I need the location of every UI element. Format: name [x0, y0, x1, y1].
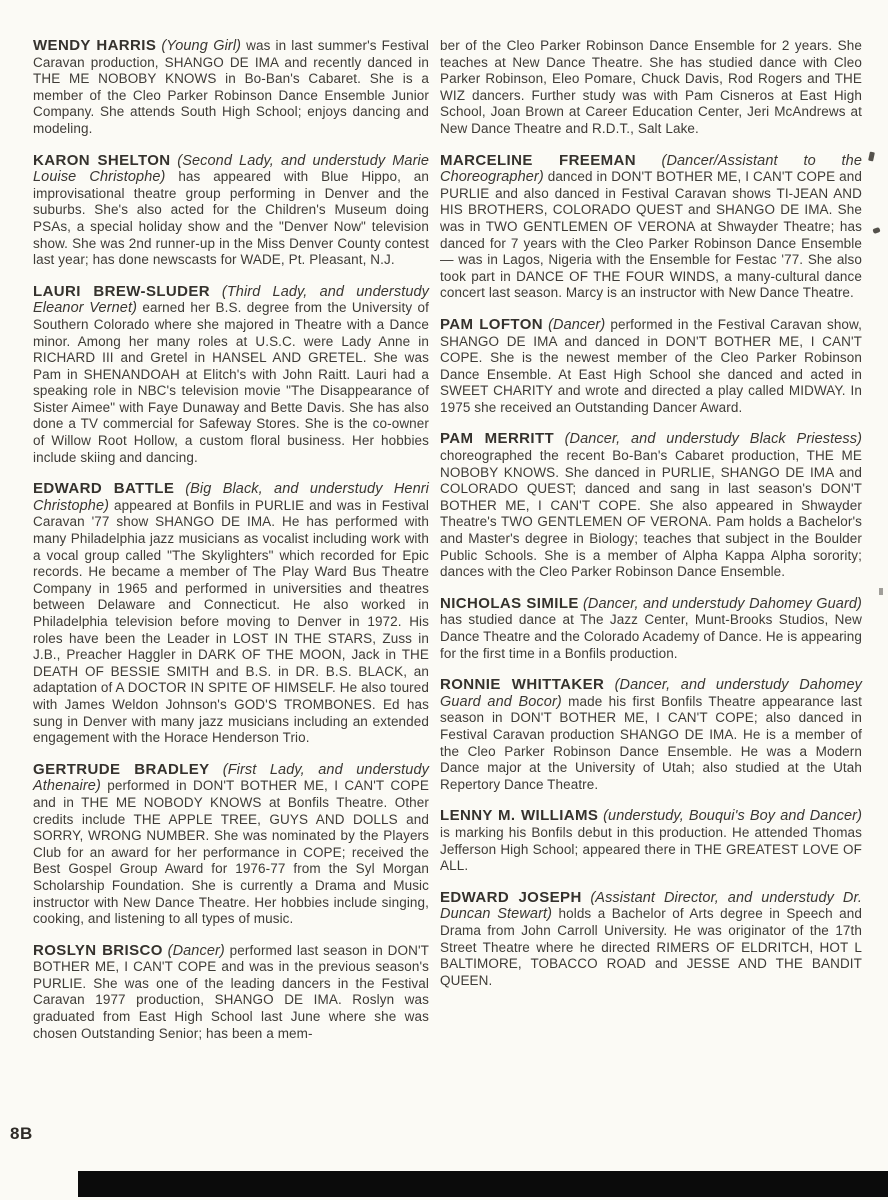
bio-name: RONNIE WHITTAKER — [440, 676, 605, 694]
bio-entry — [33, 153, 429, 269]
bio-body: was in last summer's Festival Caravan production, SHANGO DE IMA and recently danced in THE ME NOBOBY KNOWS in Bo-Ban's Cabaret. She is a member of the Cleo Parker Robinson Dance Ensemble Junior Company. She attends South High School; enjoys dancing and modeling. — [33, 38, 429, 136]
bio-role: (Dancer, and understudy Black Priestess) — [564, 431, 863, 448]
bio-body: appeared at Bonfils in PURLIE and was in Festival Caravan '77 show SHANGO DE IMA. He has performed with many Philadelphia jazz musicians as vocalist including work with a vocal group called "The Skylighters" which recorded for Epic records. He became a member of The Play Ward Bus Theatre Company in 1965 and performed in universities and theatres between Delaware and Connecticut. He also worked in Philadelphia television before moving to Denver in 1972. His roles have been the Leader in LOST IN THE STARS, Zuss in J.B., Preacher Haggler in DARK OF THE MOON, Jack in THE DEATH OF BESSIE SMITH and B.S. in DR. B.S. BLACK, an adaptation of A DOCTOR IN SPITE OF HIMSELF. He also toured with James Weldon Johnson's GOD'S TROMBONES. Ed has sung in Denver with many jazz musicians including an extended engagement with the Horace Henderson Trio. — [33, 497, 430, 746]
bio-role: (Second Lady, and understudy Marie Louise Christophe) — [33, 152, 429, 186]
bio-role: (Dancer) — [548, 316, 606, 333]
bio-body: has appeared with Blue Hippo, an improvisational theatre group performing in Denver and the suburbs. She's also acted for the Children's Museum doing PSAs, a special holiday show and the "Denver Now" television show. She was 2nd runner-up in the Miss Denver County contest last year; has done newscasts for WADE, Pt. Pleasant, N.J. — [33, 169, 429, 268]
bio-columns — [33, 38, 862, 1057]
bottom-black-bar — [78, 1171, 888, 1197]
bio-body: earned her B.S. degree from the University of Southern Colorado where she majored in Theatre with a Dance minor. Among her many roles at U.S.C. were Lady Anne in RICHARD III and Gretel in HANSEL AND GRETEL. She was Pam in SHENANDOAH at Elitch's with John Raitt. Lauri had a speaking role in NBC's television movie "The Disappearance of Sister Aimee" with Faye Dunaway and Bette Davis. She has also done a TV commercial for Safeway Stores. She is the co-owner of Willow Root Hollow, a custom floral business. Her hobbies include skiing and dancing. — [33, 300, 429, 465]
bio-entry — [33, 762, 429, 928]
scan-speck — [872, 227, 880, 234]
bio-name: EDWARD JOSEPH — [440, 888, 582, 906]
bio-entry — [440, 431, 862, 580]
bio-role: (Dancer/Assistant to the Choreographer) — [440, 152, 862, 186]
bio-role: (Young Girl) — [161, 38, 242, 54]
bio-entry — [440, 808, 862, 874]
bio-body: danced in DON'T BOTHER ME, I CAN'T COPE and PURLIE and also danced in Festival Caravan shows TI-JEAN AND HIS BROTHERS, COLORADO QUEST and SHANGO DE IMA. She was in TWO GENTLEMEN OF VERONA at Shwayder Theatre; has danced for 7 years with the Cleo Parker Robinson Dance Ensemble — was in Lagos, Nigeria with the Ensemble for Festac '77. She also took part in DANCE OF THE FOUR WINDS, a many-cultural dance concert last season. Marcy is an instructor with New Dance Theatre. — [440, 169, 862, 301]
bio-body: performed in DON'T BOTHER ME, I CAN'T COPE and in THE ME NOBODY KNOWS at Bonfils Theatre. Other credits include THE APPLE TREE, GUYS AND DOLLS and SORRY, WRONG NUMBER. She was nominated by the Players Club for an award for her performance in COPE; received the Best Gospel Group Award for 1976-77 from the Syl Morgan Scholarship Foundation. She is currently a Drama and Music instructor with New Dance Theatre. Her hobbies include singing, cooking, and listening to all types of music. — [33, 778, 429, 927]
bio-continuation — [440, 38, 862, 138]
bio-body: has studied dance at The Jazz Center, Munt-Brooks Studios, New Dance Theatre and the Colorado Academy of Dance. He is appearing for the first time in a Bonfils production. — [440, 612, 862, 661]
bio-role: (Big Black, and understudy Henri Christophe) — [33, 481, 429, 514]
bio-entry — [33, 943, 429, 1043]
bio-role: (Dancer, and understudy Dahomey Guard and Bocor) — [440, 677, 862, 710]
right-column — [440, 38, 862, 1057]
bio-body: performed last season in DON'T BOTHER ME, I CAN'T COPE and was in the previous season's PURLIE. She was one of the leading dancers in the Festival Caravan 1977 production, SHANGO DE IMA. Roslyn was graduated from East High School last June where she was chosen Outstanding Senior; has been a mem- — [33, 942, 429, 1041]
bio-name: WENDY HARRIS — [33, 37, 157, 54]
bio-name: LAURI BREW-SLUDER — [33, 282, 211, 300]
bio-entry — [440, 153, 862, 302]
bio-role: (Dancer) — [167, 942, 225, 959]
bio-body: performed in the Festival Caravan show, SHANGO DE IMA and danced in DON'T BOTHER ME, I CAN'T COPE. She is the newest member of the Cleo Parker Robinson Dance Ensemble. At East High School she danced and acted in SWEET CHARITY and wrote and directed a play called MIDWAY. In 1975 she received an Outstanding Dancer Award. — [440, 316, 862, 415]
bio-name: MARCELINE FREEMAN — [440, 151, 636, 169]
bio-body: choreographed the recent Bo-Ban's Cabaret production, THE ME NOBOBY KNOWS. She danced in PURLIE, SHANGO DE IMA and COLORADO QUEST; danced and sang in last season's DON'T BOTHER ME, I CAN'T COPE. She also appeared in Shwayder Theatre's TWO GENTLEMEN OF VERONA. Pam holds a Bachelor's and Master's degree in Biology; teaches that subject in the Boulder Public Schools. She is a member of Alpha Kappa Alpha sorority; dances with the Cleo Parker Robinson Dance Ensemble. — [440, 448, 862, 580]
bio-name: ROSLYN BRISCO — [33, 941, 163, 959]
scan-speck — [879, 588, 883, 595]
bio-body: ber of the Cleo Parker Robinson Dance Ensemble for 2 years. She teaches at New Dance Theatre. She has studied dance with Cleo Parker Robinson, Eleo Pomare, Chuck Davis, Rod Rogers and THE WIZ dancers. Further study was with Pam Cisneros at East High School, Joan Brown at Career Education Center, Jeri McAndrews at New Dance Theatre and R.D.T., Salt Lake. — [440, 38, 862, 136]
bio-name: LENNY M. WILLIAMS — [440, 807, 599, 825]
bio-role: (understudy, Bouqui's Boy and Dancer) — [603, 808, 862, 825]
bio-body: made his first Bonfils Theatre appearance last season in DON'T BOTHER ME, I CAN'T COPE; also danced in Festival Caravan production SHANGO DE IMA. He is a member of the Cleo Parker Robinson Dance Ensemble. He was a Modern Dance major at the University of Utah; also studied at the Utah Repertory Dance Theatre. — [440, 693, 862, 792]
bio-role: (Dancer, and understudy Dahomey Guard) — [582, 595, 862, 612]
bio-entry — [33, 284, 429, 467]
bio-entry — [440, 677, 862, 793]
bio-role: (Assistant Director, and understudy Dr. Duncan Stewart) — [440, 889, 862, 923]
bio-name: EDWARD BATTLE — [33, 480, 175, 498]
scan-speck — [868, 152, 875, 162]
bio-name: GERTRUDE BRADLEY — [33, 760, 210, 778]
bio-name: KARON SHELTON — [33, 151, 171, 169]
left-column — [33, 38, 429, 1057]
bio-role: (Third Lady, and understudy Eleanor Vernet) — [33, 283, 429, 317]
bio-entry — [440, 596, 862, 662]
bio-body: holds a Bachelor of Arts degree in Speech and Drama from John Carroll University. He was originator of the 17th Street Theatre where he directed RIMERS OF ELDRITCH, HOT L BALTIMORE, TOBACCO ROAD and JESSE AND THE BANDIT QUEEN. — [440, 906, 862, 988]
bio-entry — [33, 481, 429, 747]
bio-entry — [440, 890, 862, 990]
bio-entry — [33, 38, 429, 138]
bio-role: (First Lady, and understudy Athenaire) — [33, 761, 429, 795]
page-number: 8B — [10, 1124, 33, 1143]
bio-body: is marking his Bonfils debut in this production. He attended Thomas Jefferson High School; appeared there in THE GREATEST LOVE OF ALL. — [440, 824, 862, 874]
bio-name: NICHOLAS SIMILE — [440, 594, 579, 612]
bio-name: PAM LOFTON — [440, 315, 543, 333]
bio-entry — [440, 317, 862, 417]
bio-name: PAM MERRITT — [440, 430, 555, 448]
